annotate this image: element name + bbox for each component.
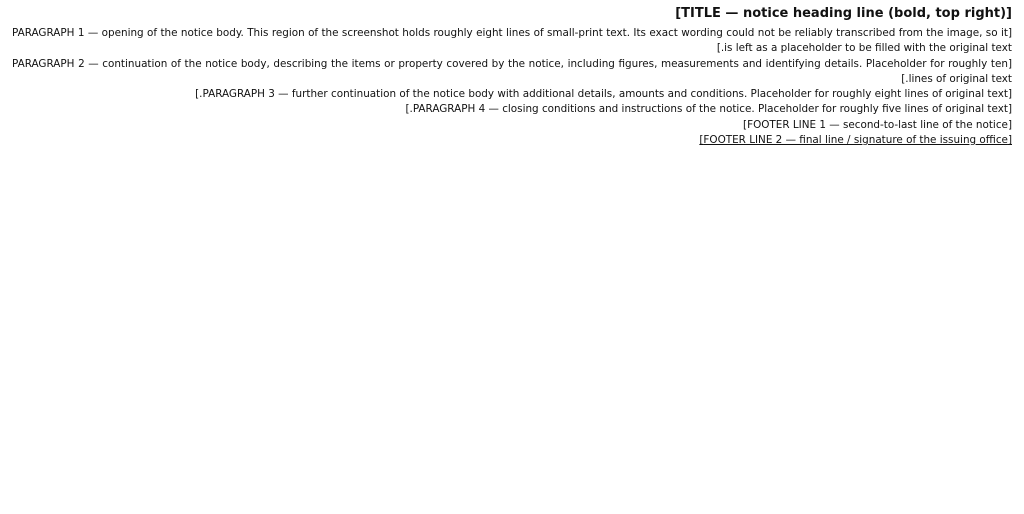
notice-footer-line-1: [FOOTER LINE 1 — second-to-last line of the notice] xyxy=(743,118,1012,131)
notice-footer-line-2: [FOOTER LINE 2 — final line / signature of the issuing office] xyxy=(699,134,1012,147)
notice-paragraph-1: [PARAGRAPH 1 — opening of the notice body. This region of the screenshot holds roughly eight lines of small-print text. Its exact wording could not be reliably transcribed from the image, so it is left as a placeholder to be filled with the original text.] xyxy=(12,27,1012,55)
notice-paragraph-2: [PARAGRAPH 2 — continuation of the notice body, describing the items or property covered by the notice, including figures, measurements and identifying details. Placeholder for roughly ten lines of original text.] xyxy=(12,57,1012,85)
notice-paragraph-3: [PARAGRAPH 3 — further continuation of the notice body with additional details, amounts and conditions. Placeholder for roughly eight lines of original text.] xyxy=(195,88,1012,101)
notice-paragraph-4: [PARAGRAPH 4 — closing conditions and instructions of the notice. Placeholder for roughly five lines of original text.] xyxy=(405,103,1012,116)
notice-footer xyxy=(12,118,1012,149)
notice-title: [TITLE — notice heading line (bold, top right)] xyxy=(675,6,1012,21)
notice-body xyxy=(12,26,1012,118)
